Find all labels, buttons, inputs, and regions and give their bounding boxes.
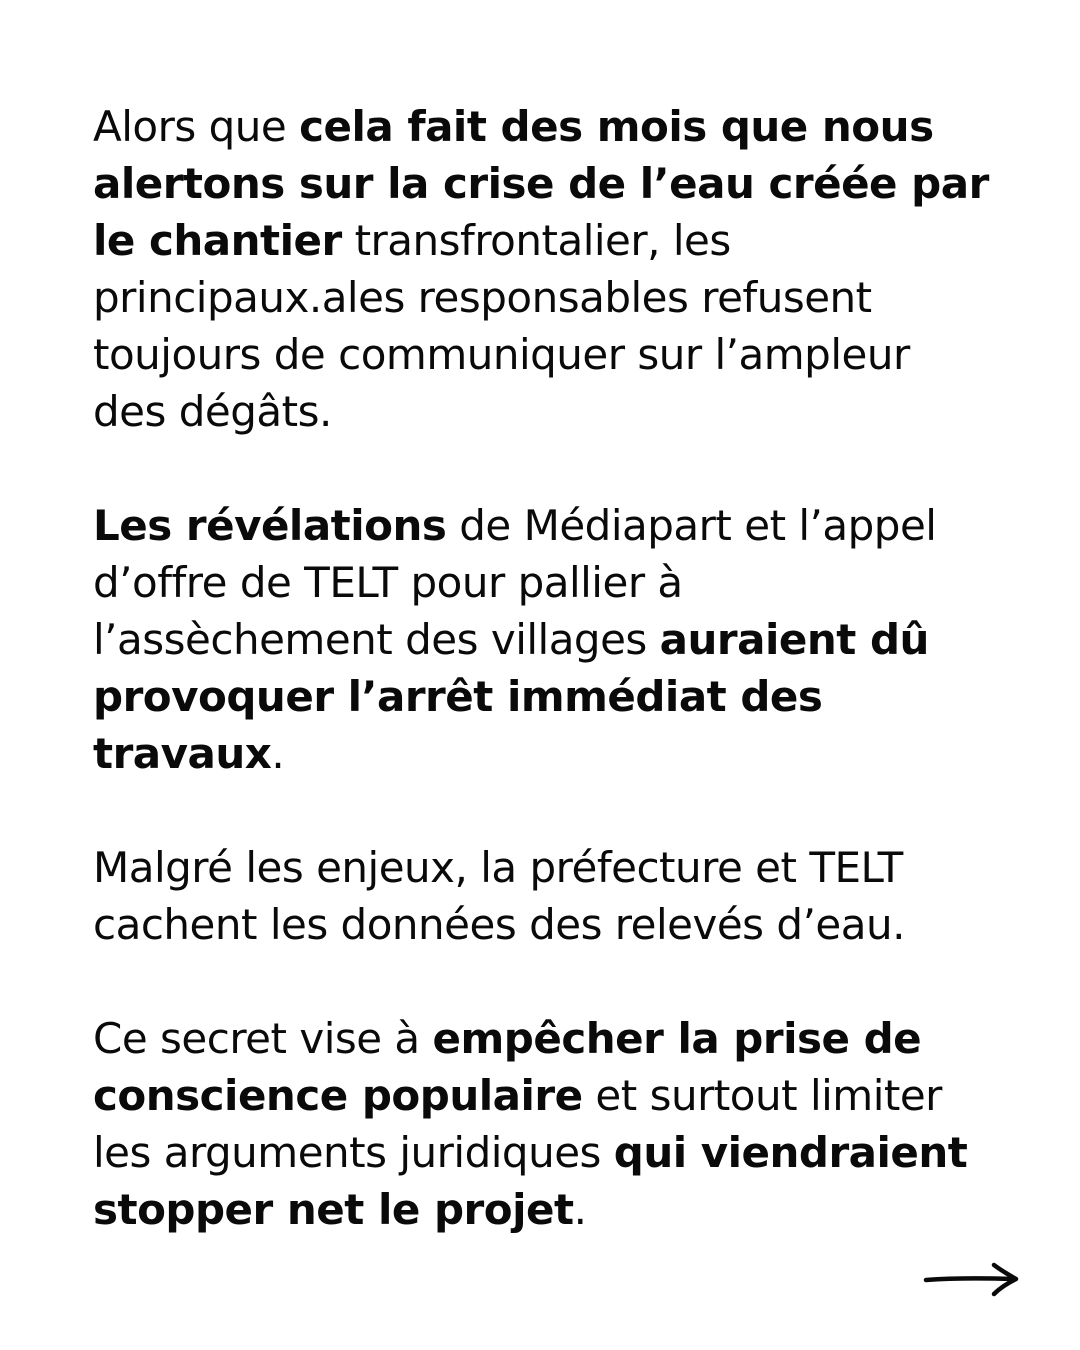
paragraph-2-run-3: auraient dû provoquer l’arrêt immédiat des travaux — [93, 615, 929, 778]
paragraph-4 — [93, 1010, 993, 1238]
paragraph-4-run-5: . — [573, 1185, 587, 1234]
paragraph-3 — [93, 839, 993, 953]
paragraph-3-run-1: Malgré les enjeux, la préfecture et TELT cachent les données des relevés d’eau. — [93, 843, 905, 949]
paragraph-1-run-3: transfrontalier, les principaux.ales responsables refusent toujours de communiquer sur l’ampleur des dégâts. — [93, 216, 910, 436]
paragraph-2-run-4: . — [271, 729, 285, 778]
paragraph-4-run-4: qui viendraient stopper net le projet — [93, 1128, 968, 1234]
paragraph-2 — [93, 497, 993, 782]
paragraph-4-run-2: empêcher la prise de conscience populaire — [93, 1014, 922, 1120]
arrow-right-icon[interactable] — [922, 1258, 1022, 1298]
article-text — [93, 98, 993, 1238]
paragraph-1 — [93, 98, 993, 440]
paragraph-2-run-2: de Médiapart et l’appel d’offre de TELT pour pallier à l’assèchement des villages — [93, 501, 937, 664]
paragraph-4-run-3: et surtout limiter les arguments juridiques — [93, 1071, 942, 1177]
paragraph-1-run-1: Alors que — [93, 102, 300, 151]
paragraph-2-run-1: Les révélations — [93, 501, 447, 550]
paragraph-4-run-1: Ce secret vise à — [93, 1014, 433, 1063]
paragraph-1-run-2: cela fait des mois que nous alertons sur la crise de l’eau créée par le chantier — [93, 102, 989, 265]
